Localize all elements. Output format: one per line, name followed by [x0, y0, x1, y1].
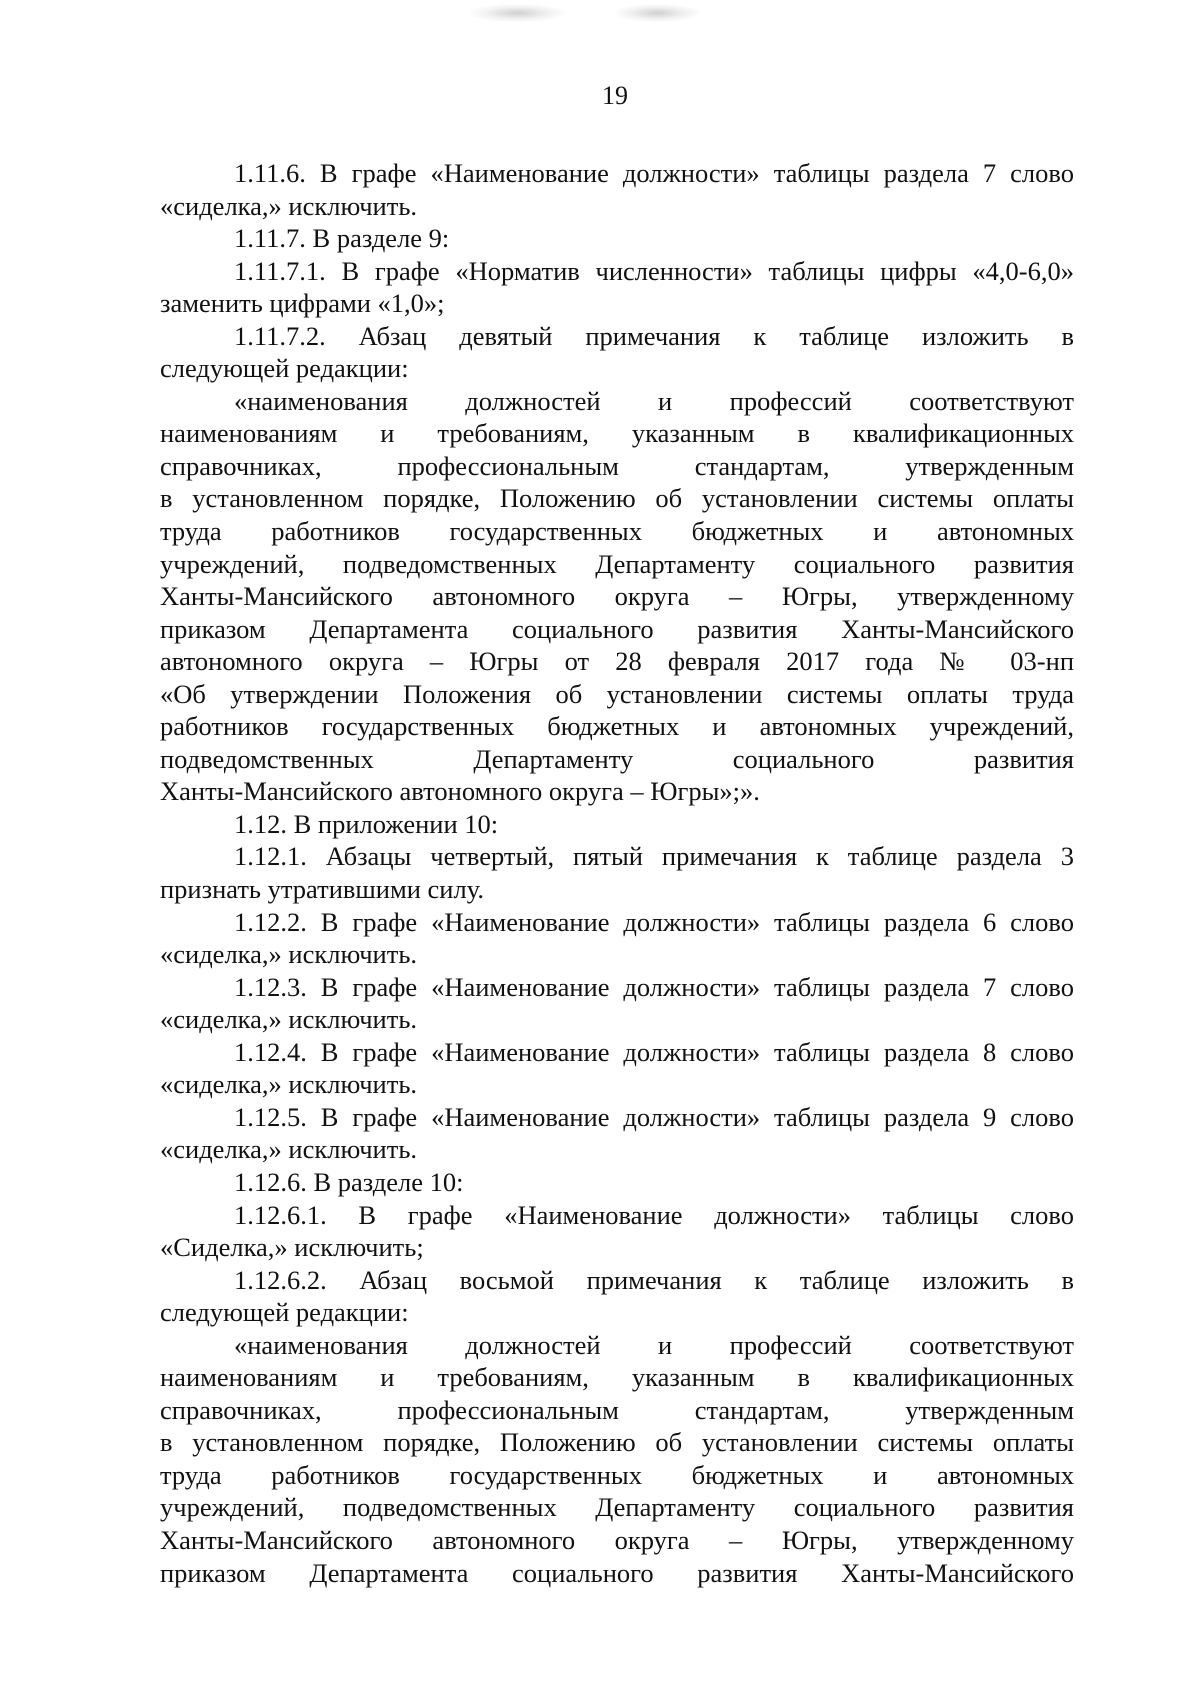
text-line: 1.12.5. В графе «Наименование должности» таблицы раздела 9 слово	[234, 1101, 1074, 1132]
text-line: Ханты-Мансийского автономного округа – Югры»;».	[160, 776, 760, 807]
text-line: 1.12.1. Абзацы четвертый, пятый примечания к таблице раздела 3	[234, 841, 1074, 872]
page-number: 19	[602, 81, 628, 110]
text-line: Ханты-Мансийского автономного округа – Югры, утвержденному	[160, 1524, 1074, 1555]
text-line: справочниках, профессиональным стандартам, утвержденным	[160, 1394, 1074, 1425]
text-line: справочниках, профессиональным стандартам, утвержденным	[160, 450, 1074, 481]
text-line: признать утратившими силу.	[160, 874, 484, 905]
text-line: «сиделка,» исключить.	[160, 1069, 418, 1100]
text-line: заменить цифрами «1,0»;	[160, 288, 445, 319]
text-line: «сиделка,» исключить.	[160, 190, 418, 221]
text-line: учреждений, подведомственных Департаменту социального развития	[160, 548, 1074, 579]
text-line: 1.11.7.1. В графе «Норматив численности» таблицы цифры «4,0-6,0»	[234, 255, 1074, 286]
text-line: 1.12.2. В графе «Наименование должности» таблицы раздела 6 слово	[234, 906, 1074, 937]
document-body	[160, 157, 1074, 1589]
text-line: работников государственных бюджетных и автономных учреждений,	[160, 711, 1074, 742]
text-line: 1.12. В приложении 10:	[234, 808, 499, 839]
text-line: в установленном порядке, Положению об установлении системы оплаты	[160, 1427, 1074, 1458]
text-line: «наименования должностей и профессий соответствуют	[234, 385, 1074, 416]
text-line: «сиделка,» исключить.	[160, 1004, 418, 1035]
text-line: труда работников государственных бюджетных и автономных	[160, 516, 1074, 547]
text-line: «Сиделка,» исключить;	[160, 1232, 424, 1263]
text-line: наименованиям и требованиям, указанным в квалификационных	[160, 1362, 1074, 1393]
text-line: 1.12.6.1. В графе «Наименование должности» таблицы слово	[234, 1199, 1074, 1230]
text-line: «Об утверждении Положения об установлении системы оплаты труда	[160, 678, 1074, 709]
text-line: «наименования должностей и профессий соответствуют	[234, 1329, 1074, 1360]
text-line: 1.11.7. В разделе 9:	[234, 223, 450, 254]
text-line: в установленном порядке, Положению об установлении системы оплаты	[160, 483, 1074, 514]
text-line: наименованиям и требованиям, указанным в квалификационных	[160, 418, 1074, 449]
text-line: учреждений, подведомственных Департаменту социального развития	[160, 1492, 1074, 1523]
text-line: подведомственных Департаменту социального развития	[160, 743, 1074, 774]
text-line: труда работников государственных бюджетных и автономных	[160, 1459, 1074, 1490]
text-line: автономного округа – Югры от 28 февраля 2017 года № 03-нп	[160, 646, 1074, 677]
text-line: 1.12.6. В разделе 10:	[234, 1166, 464, 1197]
text-line: 1.12.4. В графе «Наименование должности» таблицы раздела 8 слово	[234, 1036, 1074, 1067]
text-line: 1.12.6.2. Абзац восьмой примечания к таблице изложить в	[234, 1264, 1074, 1295]
text-line: 1.12.3. В графе «Наименование должности» таблицы раздела 7 слово	[234, 971, 1074, 1002]
text-line: «сиделка,» исключить.	[160, 939, 418, 970]
text-line: 1.11.7.2. Абзац девятый примечания к таблице изложить в	[234, 320, 1074, 351]
text-line: 1.11.6. В графе «Наименование должности» таблицы раздела 7 слово	[234, 158, 1074, 188]
text-line: следующей редакции:	[160, 353, 409, 384]
text-line: приказом Департамента социального развития Ханты-Мансийского	[160, 613, 1074, 644]
text-line: «сиделка,» исключить.	[160, 1134, 418, 1165]
scan-artifact	[615, 4, 700, 22]
text-line: следующей редакции:	[160, 1297, 409, 1328]
text-line: Ханты-Мансийского автономного округа – Югры, утвержденному	[160, 581, 1074, 612]
text-line: приказом Департамента социального развития Ханты-Мансийского	[160, 1557, 1074, 1588]
scan-artifact	[470, 4, 565, 22]
